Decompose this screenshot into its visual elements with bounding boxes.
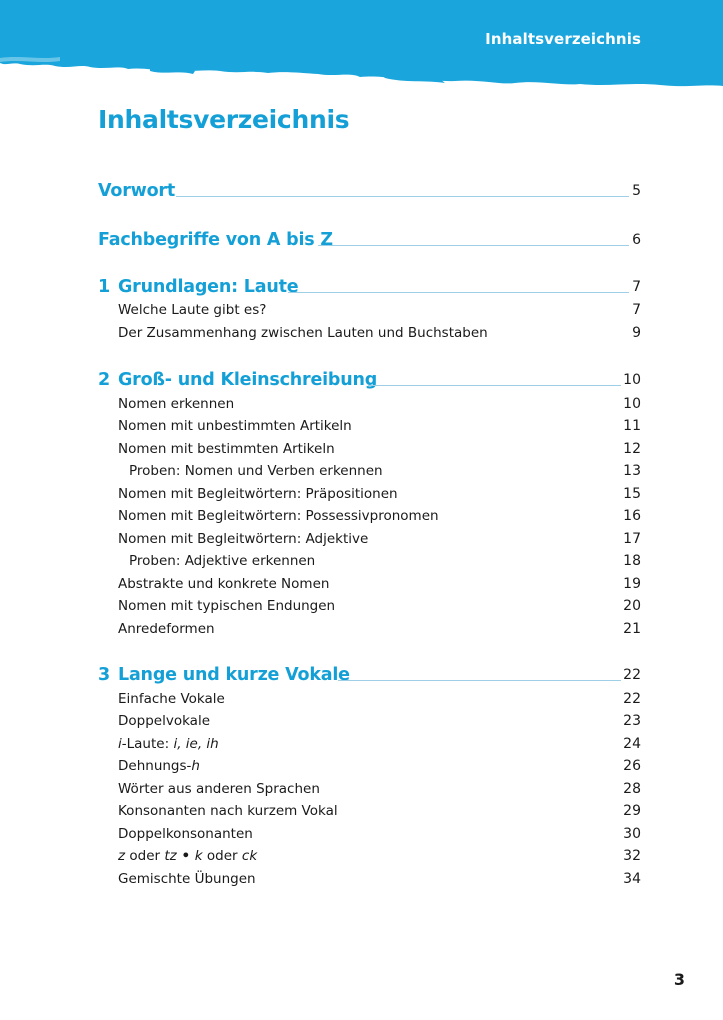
toc-item-label: Proben: Nomen und Verben erkennen: [129, 463, 383, 479]
toc-item-label: [118, 845, 257, 867]
toc-item[interactable]: [0, 438, 723, 460]
toc-item-label: Nomen mit bestimmten Artikeln: [118, 441, 335, 457]
toc-page-number: 21: [623, 621, 641, 637]
toc-item-label: Nomen mit Begleitwörtern: Possessivpronomen: [118, 508, 439, 524]
toc-item-label: Nomen erkennen: [118, 396, 235, 412]
toc-page-number: 15: [623, 486, 641, 502]
toc-page-number: 30: [623, 826, 641, 842]
toc-page-number: 26: [623, 758, 641, 774]
toc-item[interactable]: [0, 393, 723, 415]
toc-item-label: Doppelkonsonanten: [118, 826, 253, 842]
chapter-number: 2: [98, 370, 111, 390]
toc-item-label: Wörter aus anderen Sprachen: [118, 781, 320, 797]
label-text: oder: [202, 848, 242, 864]
toc-item[interactable]: [0, 528, 723, 550]
toc-page-number: 22: [623, 667, 641, 683]
toc-item[interactable]: [0, 778, 723, 800]
toc-item-label: Nomen mit Begleitwörtern: Adjektive: [118, 531, 369, 547]
label-text: -Laute:: [121, 736, 174, 752]
toc-item[interactable]: [0, 755, 723, 777]
toc-page-number: 7: [632, 302, 641, 318]
toc-entry-label: Fachbegriffe von A bis Z: [98, 230, 333, 250]
chapter-number: 1: [98, 277, 111, 297]
italic-term: h: [191, 758, 200, 774]
toc-entry-vorwort[interactable]: [0, 180, 723, 202]
toc-page-number: 17: [623, 531, 641, 547]
toc-chapter-3[interactable]: [0, 664, 723, 686]
toc-item[interactable]: [0, 415, 723, 437]
toc-item[interactable]: [0, 483, 723, 505]
toc-item-label: [118, 755, 200, 777]
toc-item[interactable]: [0, 299, 723, 321]
bullet-separator: •: [176, 848, 195, 864]
toc-page-number: 9: [632, 325, 641, 341]
toc-item-label: Nomen mit Begleitwörtern: Präpositionen: [118, 486, 398, 502]
toc-item-label: Anredeformen: [118, 621, 215, 637]
chapter-title: Groß- und Kleinschreibung: [118, 370, 378, 390]
toc-item[interactable]: [0, 688, 723, 710]
toc-item[interactable]: [0, 573, 723, 595]
toc-page-number: 13: [623, 463, 641, 479]
toc-item-label: Einfache Vokale: [118, 691, 225, 707]
italic-term: tz: [164, 848, 177, 864]
toc-item[interactable]: [0, 845, 723, 867]
dot-leader: [176, 196, 629, 197]
toc-page-number: 28: [623, 781, 641, 797]
dot-leader: [288, 292, 629, 293]
toc-item-label: Nomen mit typischen Endungen: [118, 598, 336, 614]
toc-page-number: 29: [623, 803, 641, 819]
toc-item[interactable]: [0, 618, 723, 640]
toc-item[interactable]: [0, 460, 723, 482]
toc-page-number: 23: [623, 713, 641, 729]
toc-item[interactable]: [0, 710, 723, 732]
toc-item-label: Welche Laute gibt es?: [118, 302, 267, 318]
toc-page-number: 5: [632, 183, 641, 199]
toc-item-label: Abstrakte und konkrete Nomen: [118, 576, 330, 592]
toc-item[interactable]: [0, 550, 723, 572]
toc-page-number: 16: [623, 508, 641, 524]
toc-entry-fachbegriffe[interactable]: [0, 229, 723, 251]
toc-item[interactable]: [0, 505, 723, 527]
page-number: 3: [673, 970, 685, 989]
page-title: Inhaltsverzeichnis: [98, 105, 350, 134]
italic-term: ck: [241, 848, 258, 864]
italic-term: i: [118, 736, 122, 752]
chapter-title: Grundlagen: Laute: [118, 277, 299, 297]
toc-chapter-1[interactable]: [0, 276, 723, 298]
dot-leader: [318, 245, 629, 246]
toc-page-number: 20: [623, 598, 641, 614]
toc-page-number: 7: [632, 279, 641, 295]
toc-item-label: Nomen mit unbestimmten Artikeln: [118, 418, 352, 434]
italic-term: z: [118, 848, 126, 864]
dot-leader: [368, 385, 621, 386]
toc-page-number: 6: [632, 232, 641, 248]
label-text: Dehnungs-: [118, 758, 192, 774]
toc-item-label: Doppelvokale: [118, 713, 211, 729]
toc-page-number: 10: [623, 372, 641, 388]
toc-page-number: 10: [623, 396, 641, 412]
toc-page-number: 19: [623, 576, 641, 592]
toc-item[interactable]: [0, 800, 723, 822]
toc-entry-label: Vorwort: [98, 181, 176, 201]
label-text: oder: [125, 848, 165, 864]
italic-term: k: [194, 848, 203, 864]
chapter-title: Lange und kurze Vokale: [118, 665, 350, 685]
toc-chapter-2[interactable]: [0, 369, 723, 391]
toc-item-label: [118, 733, 219, 755]
toc-item[interactable]: [0, 823, 723, 845]
toc-item-label: Der Zusammenhang zwischen Lauten und Buchstaben: [118, 325, 488, 341]
toc-page-number: 22: [623, 691, 641, 707]
toc-item[interactable]: [0, 322, 723, 344]
toc-item-label: Gemischte Übungen: [118, 871, 256, 887]
running-header-title: Inhaltsverzeichnis: [485, 30, 641, 48]
toc-item[interactable]: [0, 868, 723, 890]
toc-page-number: 34: [623, 871, 641, 887]
chapter-number: 3: [98, 665, 111, 685]
italic-term: i, ie, ih: [173, 736, 219, 752]
toc-item-label: Proben: Adjektive erkennen: [129, 553, 316, 569]
toc-page-number: 11: [623, 418, 641, 434]
toc-page-number: 12: [623, 441, 641, 457]
toc-item-label: Konsonanten nach kurzem Vokal: [118, 803, 338, 819]
toc-page-number: 24: [623, 736, 641, 752]
toc-page-number: 18: [623, 553, 641, 569]
toc-item[interactable]: [0, 733, 723, 755]
toc-item[interactable]: [0, 595, 723, 617]
toc-page-number: 32: [623, 848, 641, 864]
dot-leader: [338, 680, 621, 681]
